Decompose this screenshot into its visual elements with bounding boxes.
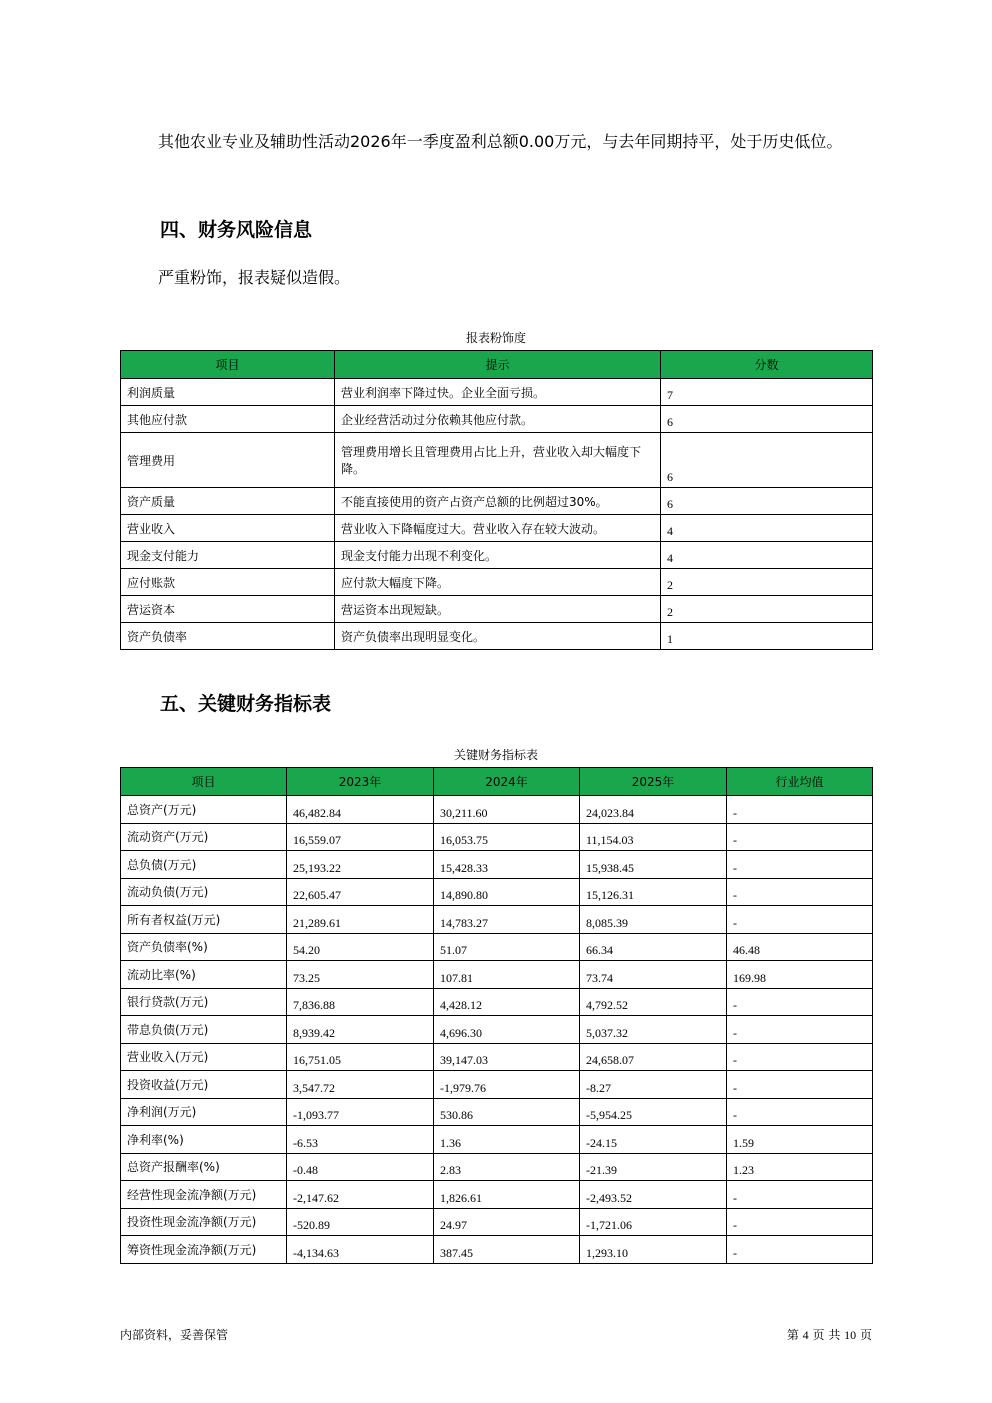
section-4-heading: 四、财务风险信息 [160, 219, 313, 241]
risk-score-cell: 6 [661, 433, 873, 488]
risk-col-score: 分数 [661, 351, 873, 379]
table-row [121, 823, 873, 851]
table-row [121, 488, 873, 515]
table-row [121, 623, 873, 650]
metric-avg-cell: - [727, 988, 873, 1016]
metric-avg-cell: 169.98 [727, 961, 873, 989]
risk-hint-cell: 营业收入下降幅度过大。营业收入存在较大波动。 [335, 515, 661, 542]
risk-score-cell: 2 [661, 569, 873, 596]
risk-hint-cell: 应付款大幅度下降。 [335, 569, 661, 596]
metric-avg-cell: - [727, 1236, 873, 1264]
metric-2023-cell: 73.25 [287, 961, 434, 989]
metric-2025-cell: 4,792.52 [580, 988, 727, 1016]
risk-summary [120, 259, 872, 297]
metric-2024-cell: -1,979.76 [434, 1071, 580, 1099]
metric-2025-cell: 66.34 [580, 933, 727, 961]
footer-confidential: 内部资料，妥善保管 [120, 1328, 229, 1342]
table-row [121, 1181, 873, 1209]
metric-2025-cell: -1,721.06 [580, 1208, 727, 1236]
risk-item-cell: 资产质量 [121, 488, 335, 515]
metric-2024-cell: 15,428.33 [434, 851, 580, 879]
risk-item-cell: 现金支付能力 [121, 542, 335, 569]
metric-2023-cell: 21,289.61 [287, 906, 434, 934]
metric-2025-cell: 24,023.84 [580, 796, 727, 824]
metric-item-cell: 投资性现金流净额(万元) [121, 1208, 287, 1236]
table-row [121, 569, 873, 596]
metric-2024-cell: 530.86 [434, 1098, 580, 1126]
metric-item-cell: 净利率(%) [121, 1126, 287, 1154]
metric-avg-cell: 1.23 [727, 1153, 873, 1181]
metric-item-cell: 筹资性现金流净额(万元) [121, 1236, 287, 1264]
metric-avg-cell: 46.48 [727, 933, 873, 961]
risk-table-title: 报表粉饰度 [465, 331, 526, 345]
table-row [121, 906, 873, 934]
table-row [121, 961, 873, 989]
metric-2024-cell: 4,428.12 [434, 988, 580, 1016]
risk-col-hint: 提示 [335, 351, 661, 379]
metric-2024-cell: 2.83 [434, 1153, 580, 1181]
metrics-table-title: 关键财务指标表 [453, 748, 538, 762]
risk-item-cell: 管理费用 [121, 433, 335, 488]
metrics-col-2023: 2023年 [287, 768, 434, 796]
metric-2023-cell: 3,547.72 [287, 1071, 434, 1099]
metric-item-cell: 流动负债(万元) [121, 878, 287, 906]
metric-item-cell: 净利润(万元) [121, 1098, 287, 1126]
table-row [121, 433, 873, 488]
table-row [121, 1236, 873, 1264]
metric-avg-cell: - [727, 823, 873, 851]
risk-table [120, 350, 873, 650]
risk-hint-cell: 资产负债率出现明显变化。 [335, 623, 661, 650]
risk-hint-cell: 营运资本出现短缺。 [335, 596, 661, 623]
risk-score-cell: 4 [661, 542, 873, 569]
metric-2025-cell: 15,126.31 [580, 878, 727, 906]
metric-item-cell: 总资产报酬率(%) [121, 1153, 287, 1181]
metric-item-cell: 流动比率(%) [121, 961, 287, 989]
metrics-col-2024: 2024年 [434, 768, 580, 796]
table-row [121, 1126, 873, 1154]
metric-2025-cell: 8,085.39 [580, 906, 727, 934]
metric-2023-cell: 16,751.05 [287, 1043, 434, 1071]
risk-score-cell: 1 [661, 623, 873, 650]
metric-item-cell: 总负债(万元) [121, 851, 287, 879]
metric-2023-cell: 8,939.42 [287, 1016, 434, 1044]
table-row [121, 542, 873, 569]
metric-2025-cell: 11,154.03 [580, 823, 727, 851]
metric-2023-cell: 7,836.88 [287, 988, 434, 1016]
metric-item-cell: 投资收益(万元) [121, 1071, 287, 1099]
metric-item-cell: 带息负债(万元) [121, 1016, 287, 1044]
metric-item-cell: 总资产(万元) [121, 796, 287, 824]
table-row [121, 988, 873, 1016]
risk-item-cell: 其他应付款 [121, 406, 335, 433]
table-row [121, 878, 873, 906]
metric-item-cell: 所有者权益(万元) [121, 906, 287, 934]
metric-2024-cell: 16,053.75 [434, 823, 580, 851]
table-row [121, 596, 873, 623]
metric-2023-cell: -0.48 [287, 1153, 434, 1181]
risk-score-cell: 6 [661, 488, 873, 515]
risk-item-cell: 营运资本 [121, 596, 335, 623]
metric-avg-cell: - [727, 1043, 873, 1071]
table-row [121, 1043, 873, 1071]
metric-avg-cell: - [727, 906, 873, 934]
metric-2025-cell: 73.74 [580, 961, 727, 989]
intro-paragraph [120, 123, 872, 161]
metric-2023-cell: -2,147.62 [287, 1181, 434, 1209]
footer-page-number: 第 4 页 共 10 页 [786, 1328, 872, 1342]
metric-item-cell: 流动资产(万元) [121, 823, 287, 851]
table-row [121, 1208, 873, 1236]
risk-hint-cell: 不能直接使用的资产占资产总额的比例超过30%。 [335, 488, 661, 515]
table-row [121, 796, 873, 824]
metric-2023-cell: 25,193.22 [287, 851, 434, 879]
metric-2025-cell: -2,493.52 [580, 1181, 727, 1209]
risk-score-cell: 7 [661, 379, 873, 406]
metric-2023-cell: -1,093.77 [287, 1098, 434, 1126]
risk-item-cell: 资产负债率 [121, 623, 335, 650]
metric-2023-cell: -520.89 [287, 1208, 434, 1236]
table-row [121, 851, 873, 879]
metric-2024-cell: 1.36 [434, 1126, 580, 1154]
metrics-table [120, 767, 873, 1264]
metric-avg-cell: - [727, 796, 873, 824]
metric-2023-cell: 22,605.47 [287, 878, 434, 906]
metric-2024-cell: 107.81 [434, 961, 580, 989]
metrics-table-header [121, 768, 873, 796]
metric-2023-cell: 46,482.84 [287, 796, 434, 824]
risk-score-cell: 6 [661, 406, 873, 433]
table-row [121, 1071, 873, 1099]
metric-item-cell: 经营性现金流净额(万元) [121, 1181, 287, 1209]
risk-score-cell: 4 [661, 515, 873, 542]
risk-table-header [121, 351, 873, 379]
risk-hint-cell: 营业利润率下降过快。企业全面亏损。 [335, 379, 661, 406]
metric-2025-cell: 24,658.07 [580, 1043, 727, 1071]
risk-hint-cell: 现金支付能力出现不利变化。 [335, 542, 661, 569]
metric-avg-cell: - [727, 878, 873, 906]
metric-2024-cell: 39,147.03 [434, 1043, 580, 1071]
table-row [121, 1098, 873, 1126]
metric-2023-cell: -6.53 [287, 1126, 434, 1154]
table-row [121, 933, 873, 961]
metric-2024-cell: 14,783.27 [434, 906, 580, 934]
metric-2025-cell: 1,293.10 [580, 1236, 727, 1264]
metrics-col-item: 项目 [121, 768, 287, 796]
metric-avg-cell: - [727, 1181, 873, 1209]
table-row [121, 1153, 873, 1181]
metric-avg-cell: - [727, 1016, 873, 1044]
risk-hint-cell: 管理费用增长且管理费用占比上升，营业收入却大幅度下降。 [335, 433, 661, 488]
metric-avg-cell: - [727, 1208, 873, 1236]
metric-2024-cell: 30,211.60 [434, 796, 580, 824]
metric-avg-cell: - [727, 1098, 873, 1126]
risk-item-cell: 利润质量 [121, 379, 335, 406]
metric-2025-cell: 5,037.32 [580, 1016, 727, 1044]
metric-2024-cell: 4,696.30 [434, 1016, 580, 1044]
risk-item-cell: 应付账款 [121, 569, 335, 596]
metric-avg-cell: - [727, 851, 873, 879]
metric-2024-cell: 14,890.80 [434, 878, 580, 906]
intro-text: 其他农业专业及辅助性活动2026年一季度盈利总额0.00万元，与去年同期持平，处于历史低位。 [158, 132, 843, 151]
metrics-col-2025: 2025年 [580, 768, 727, 796]
metric-2023-cell: -4,134.63 [287, 1236, 434, 1264]
risk-col-item: 项目 [121, 351, 335, 379]
risk-item-cell: 营业收入 [121, 515, 335, 542]
metric-item-cell: 资产负债率(%) [121, 933, 287, 961]
metric-2023-cell: 54.20 [287, 933, 434, 961]
metric-2024-cell: 51.07 [434, 933, 580, 961]
risk-score-cell: 2 [661, 596, 873, 623]
metric-item-cell: 银行贷款(万元) [121, 988, 287, 1016]
metric-2024-cell: 1,826.61 [434, 1181, 580, 1209]
metric-2023-cell: 16,559.07 [287, 823, 434, 851]
metric-2025-cell: -24.15 [580, 1126, 727, 1154]
risk-summary-text: 严重粉饰，报表疑似造假。 [158, 268, 351, 287]
section-5-heading: 五、关键财务指标表 [160, 693, 332, 715]
metric-2024-cell: 387.45 [434, 1236, 580, 1264]
metric-avg-cell: 1.59 [727, 1126, 873, 1154]
metric-2025-cell: -5,954.25 [580, 1098, 727, 1126]
metric-2025-cell: 15,938.45 [580, 851, 727, 879]
table-row [121, 515, 873, 542]
table-row [121, 1016, 873, 1044]
metric-2025-cell: -8.27 [580, 1071, 727, 1099]
table-row [121, 379, 873, 406]
metric-2025-cell: -21.39 [580, 1153, 727, 1181]
metric-2024-cell: 24.97 [434, 1208, 580, 1236]
table-row [121, 406, 873, 433]
metric-avg-cell: - [727, 1071, 873, 1099]
risk-hint-cell: 企业经营活动过分依赖其他应付款。 [335, 406, 661, 433]
metric-item-cell: 营业收入(万元) [121, 1043, 287, 1071]
metrics-col-avg: 行业均值 [727, 768, 873, 796]
